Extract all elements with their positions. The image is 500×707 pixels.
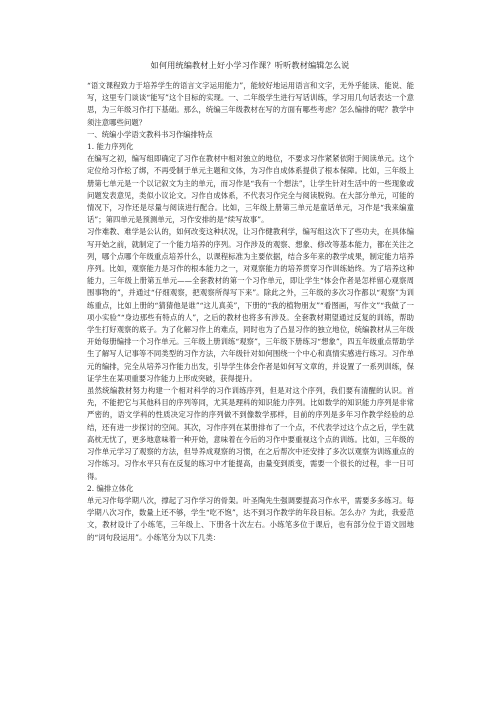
paragraph: 虽然统编教材努力构建一个相对科学的习作训练序列，但是对这个序列，我们要有清醒的认识。首先，不能把它与其他科目的序列等同，尤其是理科的知识能力序列。比如数学的知识能力序列是非常严密的，语文学科的性质决定习作的序列做不到像数学那样，目前的序列是多年习作教学经验的总结，还有进一步探讨的空间。其次，习作序列在某册排布了一个点，不代表学过这个点之后，学生就高枕无忧了，更多地意味着一种开始，意味着在今后的习作中要重视这个点的训练。比如，三年级的习作单元学习了观察的方法，但导养成观察的习惯，在之后帮次中还安排了多次以观察为训练重点的习作练习。习作水平只有在反复的练习中才能提高，由量变到质变，需要一个很长的过程，非一日可得。 — [87, 386, 414, 481]
subsection-heading: 2. 编排立体化 — [87, 483, 134, 493]
document-body — [87, 80, 414, 544]
section-heading: 一、统编小学语文教科书习作编排特点 — [87, 129, 213, 139]
paragraph-intro: “语文课程致力于培养学生的语言文字运用能力”，能较好地运用语言和文字，无外乎能读、能说、能写，这里专门谈谈“能写”这个目标的实现。一、二年级学生进行写话训练，学习用几句话表达一个意思，为三年级习作打下基础。那么，统编三年级教材在写的方面有哪些考虑？怎么编排的呢？教学中须注意哪些问题？ — [87, 81, 414, 127]
paragraph: 习作难教、难学是公认的，如何改变这种状况，让习作健教利学，编写组这次下了些功夫，在具体编写开始之前，就制定了一个能力培养的序列。习作涉及的观察、想象、修改等基本能力，都在关注之列，哪个点哪个年级重点培养什么，以课程标准为主要依据，结合多年来的教学成果，制定能力培养序列。比如，观察能力是习作的根本能力之一，对观察能力的培养贯穿习作训练始终。为了培养这种能力，三年级上册第五单元——全套教材的第一个习作单元，即让学生“体会作者是怎样留心观察周围事物的”，并通过“仔细观察，把观察所得写下来”。除此之外，三年级的多次习作都以“观察”为训练重点，比如上册的“猜猜他是谁”“这儿真美”，下册的“我的植物朋友”“看图画，写作文”“我做了一项小实验”“身边那些有特点的人”，之后的教材也将多有涉及。全套教材期望通过反复的训练，帮助学生打好观察的底子。为了化解习作上的难点，同时也为了凸显习作的独立地位，统编教材从三年级开始每册编排一个习作单元。三年级上册训练“观察”，三年级下册练习“想象”，四五年级重点帮助学生了解写人记事等不同类型的习作方法，六年级针对如何围绕一个中心和真情实感进行练习。习作单元的编排，完全从培养习作能力出发，引导学生体会作者是如何写文章的，并设置了一系列训练，保证学生在某项重要习作能力上形成突破，获得提升。 — [87, 227, 414, 383]
document-title: 如何用统编教材上好小学习作课？听听教材编辑怎么说 — [150, 60, 350, 70]
paragraph: 单元习作每学期八次，撑起了习作学习的骨架。叶圣陶先生强调要提高习作水平，需要多多练习。每学期八次习作，数量上还不够，学生“吃不饱”，达不到习作教学的年段目标。怎么办？为此，我爱范文，教材设计了小练笔，三年级上、下册各十次左右。小练笔多位于课后，也有部分位于语文园地的“词句段运用”。小练笔分为以下几类： — [87, 495, 414, 542]
paragraph: 在编写之初，编写组即确定了习作在教材中相对独立的地位，不要求习作紧紧依附于阅读单元。这个定位给习作松了绑，不再受制于单元主题和文体，为习作自成体系提供了根本保障。比如，三年级上册第七单元是一个以记叙文为主的单元，而习作是“我有一个想法”，让学生针对生活中的一些现象或问题发表意见，类似小议论文。习作自成体系，不代表习作完全与阅读脱钩。在大部分单元，可能的情况下，习作还是尽量与阅读进行配合。比如，三年级上册第三单元是童话单元，习作是“我来编童话”；第四单元是预测单元，习作安排的是“续写故事”。 — [87, 154, 414, 225]
subsection-heading: 1. 能力序列化 — [87, 142, 134, 152]
